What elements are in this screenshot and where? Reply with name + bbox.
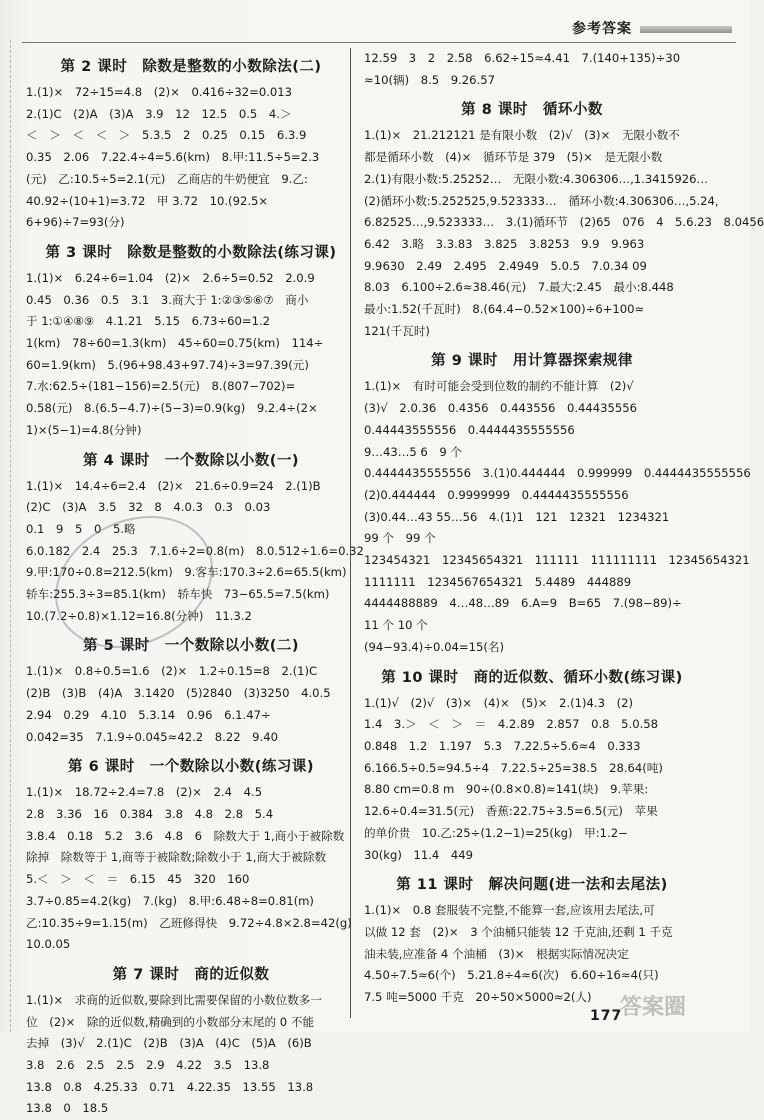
answer-line: 3.8.4 0.18 5.2 3.6 4.8 6 除数大于 1,商小于被除数 xyxy=(26,828,345,843)
header-title: 参考答案 xyxy=(572,21,632,37)
answer-line: 60=1.9(km) 5.(96+98.43+97.74)÷3=97.39(元) xyxy=(26,357,309,372)
answer-line: 1)×(5−1)=4.8(分钟) xyxy=(26,422,142,437)
answer-line: 轿车:255.3÷3=85.1(km) 轿车快 73−65.5=7.5(km) xyxy=(26,587,330,602)
section-title: 第 4 课时 一个数除以小数(一) xyxy=(83,452,299,469)
answer-line: 0.042=35 7.1.9÷0.045≈42.2 8.22 9.40 xyxy=(26,729,279,744)
answer-line: 13.8 0.8 4.25.33 0.71 4.22.35 13.55 13.8 xyxy=(26,1079,314,1094)
answer-line: (2)C (3)A 3.5 32 8 4.0.3 0.3 0.03 xyxy=(26,500,271,515)
answer-line: 最小:1.52(千瓦时) 8.(64.4−0.52×100)÷6+100≈ xyxy=(364,302,645,317)
answer-line: 3.7÷0.85=4.2(kg) 7.(kg) 8.甲:6.48÷8=0.81(m) xyxy=(26,893,314,908)
answer-line: 2.(1)C (2)A (3)A 3.9 12 12.5 0.5 4.＞ xyxy=(26,106,292,121)
answer-line: 1.4 3.＞ ＜ ＞ ＝ 4.2.89 2.857 0.8 5.0.58 xyxy=(364,717,659,732)
answer-line: 1.(1)× 有时可能会受到位数的制约不能计算 (2)√ xyxy=(364,379,634,394)
answer-line: 9.9630 2.49 2.495 2.4949 5.0.5 7.0.34 09 xyxy=(364,258,647,273)
answer-line: (3)√ 2.0.36 0.4356 0.443556 0.44435556 xyxy=(364,401,638,416)
answer-line: 2.8 3.36 16 0.384 3.8 4.8 2.8 5.4 xyxy=(26,806,274,821)
answer-line: 1111111 1234567654321 5.4489 444889 xyxy=(364,574,632,589)
answer-line: 7.水:62.5÷(181−156)=2.5(元) 8.(807−702)= xyxy=(26,379,296,394)
header-rule xyxy=(22,42,736,43)
left-column xyxy=(26,48,364,1120)
answer-line: 4.50÷7.5≈6(个) 5.21.8÷4≈6(次) 6.60÷16≈4(只) xyxy=(364,968,659,983)
answer-line: 7.5 吨=5000 千克 20÷50×5000≈2(人) xyxy=(364,990,592,1005)
answer-line: 1.(1)× 6.24÷6=1.04 (2)× 2.6÷5=0.52 2.0.9 xyxy=(26,270,315,285)
answer-line: 去掉 (3)√ 2.(1)C (2)B (3)A (4)C (5)A (6)B xyxy=(26,1036,312,1051)
watermark-logo: 答案圈 xyxy=(620,995,687,1020)
answer-line: 的单价贵 10.乙:25÷(1.2−1)=25(kg) 甲:1.2− xyxy=(364,825,628,840)
answer-line: 8.80 cm=0.8 m 90÷(0.8×0.8)≈141(块) 9.苹果: xyxy=(364,782,649,797)
answer-line: 12.59 3 2 2.58 6.62÷15≈4.41 7.(140+135)÷30 xyxy=(364,51,681,65)
answer-line: 1.(1)√ (2)√ (3)× (4)× (5)× 2.(1)4.3 (2) xyxy=(364,695,634,710)
answer-line: 0.58(元) 8.(6.5−4.7)÷(5−3)=0.9(kg) 9.2.4÷(2× xyxy=(26,401,318,416)
section-title: 第 8 课时 循环小数 xyxy=(461,102,603,119)
answer-line: (2)B (3)B (4)A 3.1420 (5)2840 (3)3250 4.0.5 xyxy=(26,686,331,701)
answer-line: (3)0.44…43 55…56 4.(1)1 121 12321 1234321 xyxy=(364,509,670,524)
binding-margin xyxy=(10,40,21,1032)
answer-line: 1.(1)× 0.8÷0.5=1.6 (2)× 1.2÷0.15=8 2.(1)C xyxy=(26,664,318,679)
section-title: 第 10 课时 商的近似数、循环小数(练习课) xyxy=(381,669,683,686)
answer-line: ＜ ＞ ＜ ＜ ＞ 5.3.5 2 0.25 0.15 6.3.9 xyxy=(26,128,307,143)
answer-line: 0.848 1.2 1.197 5.3 7.22.5÷5.6≈4 0.333 xyxy=(364,738,641,753)
answer-line: 1.(1)× 14.4÷6=2.4 (2)× 21.6÷0.9=24 2.(1)B xyxy=(26,478,321,493)
section-title: 第 7 课时 商的近似数 xyxy=(112,966,270,983)
answer-line: 99 个 99 个 xyxy=(364,531,436,546)
answer-line: 8.03 6.100÷2.6≈38.46(元) 7.最大:2.45 最小:8.448 xyxy=(364,280,674,295)
answer-line: 0.45 0.36 0.5 3.1 3.商大于 1:②③⑤⑥⑦ 商小 xyxy=(26,292,309,307)
answer-line: 1.(1)× 21.212121 是有限小数 (2)√ (3)× 无限小数不 xyxy=(364,128,680,143)
answer-line: 10.0.05 xyxy=(26,937,71,952)
answer-line: 123454321 12345654321 111111 111111111 12345654321 xyxy=(364,553,750,568)
answer-line: 9.甲:170÷0.8=212.5(km) 9.客车:170.3÷2.6=65.5(km) xyxy=(26,565,347,580)
section-title: 第 11 课时 解决问题(进一法和去尾法) xyxy=(396,877,668,894)
answer-line: 30(kg) 11.4 449 xyxy=(364,847,474,862)
answer-line: 0.44443555556 0.4444435555556 xyxy=(364,422,575,437)
answer-line: ≈10(辆) 8.5 9.26.57 xyxy=(364,72,495,87)
answer-line: 1.(1)× 0.8 套服装不完整,不能算一套,应该用去尾法,可 xyxy=(364,903,655,918)
answer-line: (94−93.4)÷0.04=15(名) xyxy=(364,639,504,654)
answer-line: 0.1 9 5 0 5.略 xyxy=(26,521,136,536)
answer-line: 1.(1)× 求商的近似数,要除到比需要保留的小数位数多一 xyxy=(26,992,322,1007)
answer-line: 6.0.182 2.4 25.3 7.1.6÷2=0.8(m) 8.0.512÷1.6=0.32 xyxy=(26,543,364,558)
answer-line: 除掉 除数等于 1,商等于被除数;除数小于 1,商大于被除数 xyxy=(26,850,327,865)
answer-line: 5.＜ ＞ ＜ ＝ 6.15 45 320 160 xyxy=(26,872,250,887)
section-title: 第 6 课时 一个数除以小数(练习课) xyxy=(68,759,314,776)
section-title: 第 3 课时 除数是整数的小数除法(练习课) xyxy=(45,244,337,261)
answer-line: 2.94 0.29 4.10 5.3.14 0.96 6.1.47÷ xyxy=(26,707,271,722)
answer-line: 4444488889 4…48…89 6.A=9 B=65 7.(98−89)÷ xyxy=(364,596,682,611)
answer-line: 121(千瓦时) xyxy=(364,323,430,338)
answer-line: 都是循环小数 (4)× 循环节是 379 (5)× 是无限小数 xyxy=(364,150,663,165)
answer-line: 以做 12 套 (2)× 3 个油桶只能装 12 千克油,还剩 1 千克 xyxy=(364,924,673,939)
answer-line: 2.(1)有限小数:5.25252… 无限小数:4.306306…,1.3415926… xyxy=(364,171,709,186)
answer-line: (2)循环小数:5.252525,9.523333… 循环小数:4.306306…,5.24, xyxy=(364,193,719,208)
answer-line: 1(km) 78÷60=1.3(km) 45÷60=0.75(km) 114÷ xyxy=(26,336,324,351)
answer-line: 12.6÷0.4=31.5(元) 香蕉:22.75÷3.5=6.5(元) 苹果 xyxy=(364,804,658,819)
answer-line: 位 (2)× 除的近似数,精确到的小数部分末尾的 0 不能 xyxy=(26,1014,315,1029)
right-column xyxy=(364,48,764,1009)
answer-line: 油未装,应准备 4 个油桶 (3)× 根据实际情况决定 xyxy=(364,946,629,961)
answer-line: 6.166.5÷0.5≈94.5÷4 7.22.5÷25=38.5 28.64(吨) xyxy=(364,760,663,775)
section-title: 第 5 课时 一个数除以小数(二) xyxy=(83,638,299,655)
section-title: 第 2 课时 除数是整数的小数除法(二) xyxy=(60,59,322,75)
answer-line: 6.42 3.略 3.3.83 3.825 3.8253 9.9 9.963 xyxy=(364,236,645,251)
answer-line: 6+96)÷7=93(分) xyxy=(26,215,125,230)
header-decoration-bar xyxy=(640,26,732,33)
answer-line: 0.35 2.06 7.22.4÷4=5.6(km) 8.甲:11.5÷5=2.3 xyxy=(26,150,320,165)
answer-line: 6.82525…,9.523333… 3.(1)循环节 (2)65 076 4 5.6.23 8.0456 xyxy=(364,215,764,230)
answer-line: (2)0.444444 0.9999999 0.4444435555556 xyxy=(364,487,629,502)
answer-line: 10.(7.2÷0.8)×1.12=16.8(分钟) 11.3.2 xyxy=(26,608,252,623)
answer-line: 乙:10.35÷9=1.15(m) 乙班修得快 9.72÷4.8×2.8=42(g) xyxy=(26,915,352,930)
answer-line: 11 个 10 个 xyxy=(364,618,428,633)
answer-line: (元) 乙:10.5÷5=2.1(元) 乙商店的牛奶便宜 9.乙: xyxy=(26,171,308,186)
answer-line: 0.4444435555556 3.(1)0.444444 0.999999 0.4444435555556 xyxy=(364,466,751,481)
answer-line: 3.8 2.6 2.5 2.5 2.9 4.22 3.5 13.8 xyxy=(26,1058,270,1073)
answer-line: 9…43…5 6 9 个 xyxy=(364,444,463,459)
page-number: 177 xyxy=(590,1008,623,1024)
answer-line: 1.(1)× 72÷15=4.8 (2)× 0.416÷32=0.013 xyxy=(26,85,293,99)
section-title: 第 9 课时 用计算器探索规律 xyxy=(431,353,633,370)
answer-line: 40.92÷(10+1)=3.72 甲 3.72 10.(92.5× xyxy=(26,193,269,208)
answer-line: 13.8 0 18.5 xyxy=(26,1101,109,1116)
answer-line: 于 1:①④⑧⑨ 4.1.21 5.15 6.73÷60=1.2 xyxy=(26,314,271,329)
answer-line: 1.(1)× 18.72÷2.4=7.8 (2)× 2.4 4.5 xyxy=(26,785,263,800)
